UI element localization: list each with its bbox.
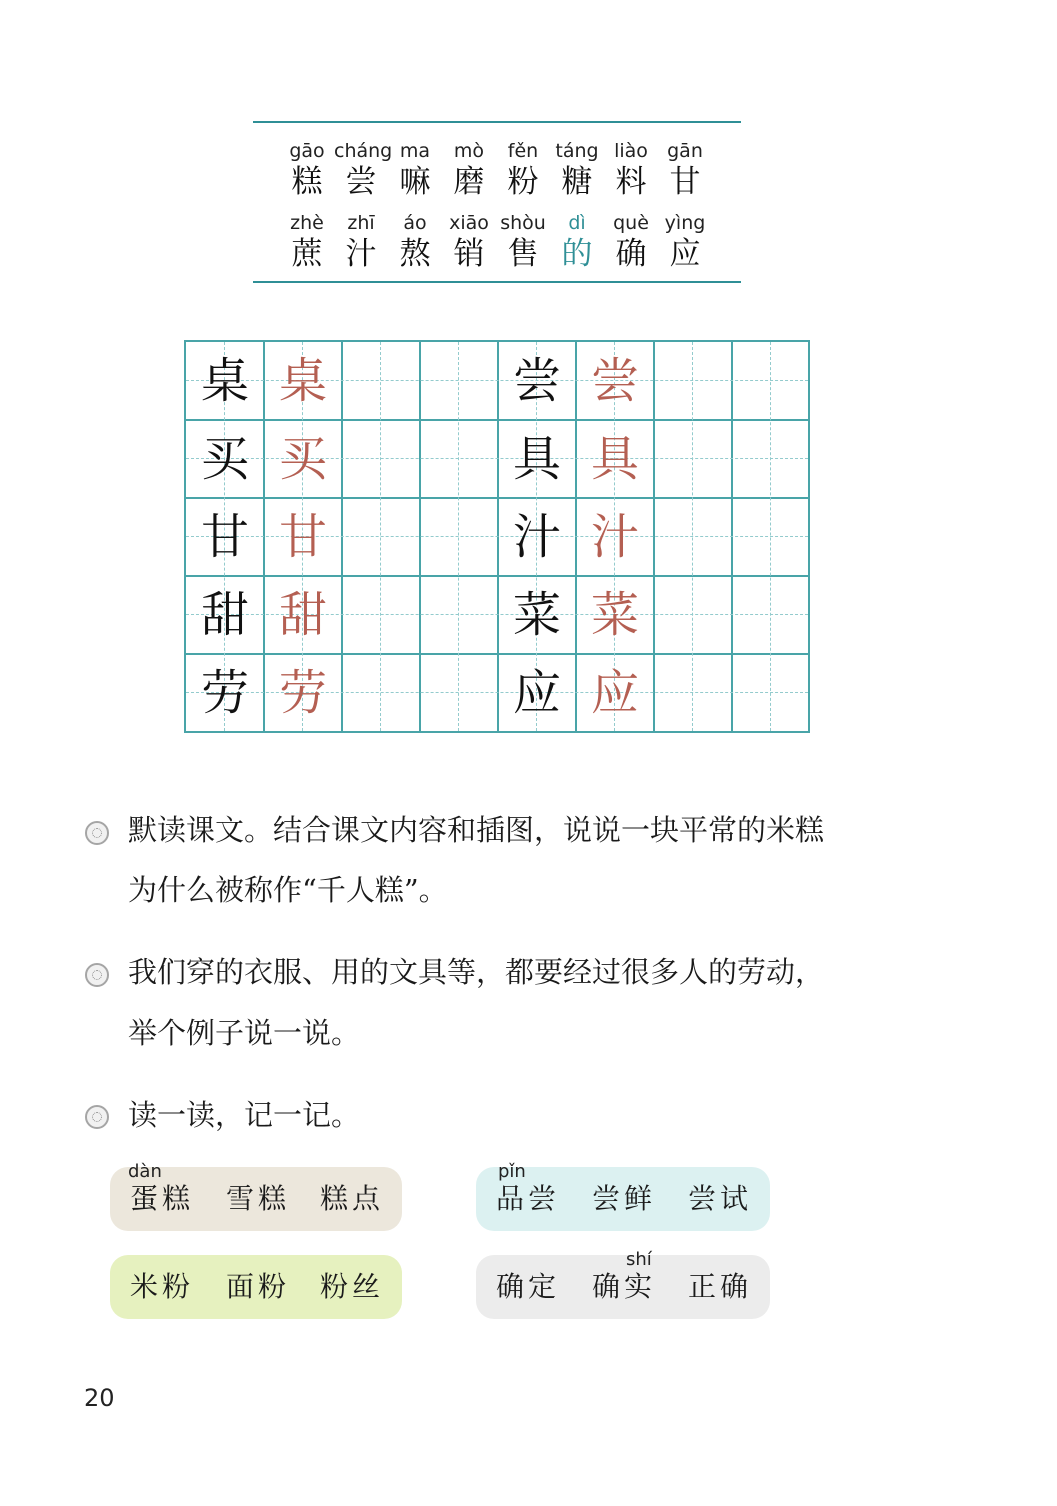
- hanzi: 应: [669, 236, 701, 272]
- vocab-item: [604, 140, 658, 202]
- vocab-item: [280, 140, 334, 202]
- vocab-row-1: [280, 140, 720, 206]
- model-char: 具: [512, 431, 561, 487]
- pinyin: liào: [614, 140, 648, 162]
- vocab-item: [388, 212, 442, 274]
- model-char: 桌: [200, 353, 249, 409]
- word: 雪糕: [226, 1182, 291, 1215]
- hanzi: 料: [615, 164, 647, 200]
- hanzi: 熬: [399, 236, 431, 272]
- word: 确定: [496, 1270, 561, 1303]
- hanzi: 尝: [345, 164, 377, 200]
- exercise-2-line-2: 举个例子说一说。: [128, 1016, 361, 1050]
- exercise-3-line-1: 读一读，记一记。: [128, 1098, 361, 1132]
- pinyin: zhè: [290, 212, 324, 234]
- vocab-item: [496, 140, 550, 202]
- model-char: 劳: [200, 665, 249, 721]
- pinyin: mò: [453, 140, 485, 162]
- model-char: 甘: [200, 509, 249, 565]
- model-char: 汁: [512, 509, 561, 565]
- model-char: 菜: [512, 587, 561, 643]
- trace-char: 具: [590, 431, 639, 487]
- vocab-bottom-rule: [253, 281, 741, 283]
- vocab-item: [334, 140, 393, 202]
- word: 蛋糕: [130, 1182, 195, 1215]
- page-number: 20: [84, 1384, 115, 1412]
- hanzi: 甘: [669, 164, 701, 200]
- pinyin: gān: [667, 140, 703, 162]
- hanzi: 确: [615, 236, 647, 272]
- vocab-item: [658, 140, 712, 202]
- vocab-item-highlighted: [550, 212, 604, 274]
- word-group-pill: [476, 1249, 770, 1319]
- word-group-pill: [110, 1255, 402, 1319]
- exercise-bullet-icon: [85, 821, 109, 845]
- vocab-item: [550, 140, 604, 202]
- model-char: 甜: [200, 587, 249, 643]
- word: 糕点: [320, 1182, 385, 1215]
- hanzi: 售: [507, 236, 539, 272]
- trace-char: 买: [278, 431, 327, 487]
- trace-char: 尝: [590, 353, 639, 409]
- vocab-item: [280, 212, 334, 274]
- word: 确实: [592, 1270, 657, 1303]
- word: 品尝: [496, 1182, 561, 1215]
- hanzi: 销: [453, 236, 485, 272]
- exercise-1-line-1: 默读课文。结合课文内容和插图，说说一块平常的米糕: [128, 813, 825, 847]
- trace-char: 菜: [590, 587, 639, 643]
- hanzi: 嘛: [399, 164, 431, 200]
- pinyin: zhī: [347, 212, 375, 234]
- trace-char: 甘: [278, 509, 327, 565]
- word: 面粉: [226, 1270, 291, 1303]
- hanzi: 粉: [507, 164, 539, 200]
- word-pinyin: shí: [626, 1249, 652, 1270]
- word: 米粉: [130, 1270, 195, 1303]
- word-pinyin: pǐn: [498, 1161, 526, 1182]
- hanzi: 蔗: [291, 236, 323, 272]
- pinyin: dì: [568, 212, 586, 234]
- pinyin: què: [613, 212, 649, 234]
- word: 尝鲜: [592, 1182, 657, 1215]
- hanzi: 的: [561, 236, 593, 272]
- word-group-pill: [476, 1161, 770, 1231]
- pinyin: gāo: [289, 140, 325, 162]
- hanzi: 汁: [345, 236, 377, 272]
- vocab-item: [496, 212, 550, 274]
- pinyin: ma: [399, 140, 431, 162]
- trace-char: 甜: [278, 587, 327, 643]
- word-pinyin: dàn: [128, 1161, 162, 1182]
- pinyin: áo: [403, 212, 427, 234]
- vocab-item: [442, 212, 496, 274]
- model-char: 买: [200, 431, 249, 487]
- word-group-pill: [110, 1161, 402, 1231]
- exercise-1-line-2: 为什么被称作“千人糕”。: [128, 873, 448, 907]
- vocab-item: [604, 212, 658, 274]
- vocab-item: [442, 140, 496, 202]
- pinyin: cháng: [334, 140, 393, 162]
- word: 正确: [688, 1270, 753, 1303]
- model-char: 尝: [512, 353, 561, 409]
- pinyin: xiāo: [449, 212, 489, 234]
- vocab-top-rule: [253, 121, 741, 123]
- hanzi: 糖: [561, 164, 593, 200]
- trace-char: 汁: [590, 509, 639, 565]
- pinyin: táng: [555, 140, 599, 162]
- vocab-row-2: [280, 212, 720, 278]
- trace-char: 桌: [278, 353, 327, 409]
- model-char: 应: [512, 665, 561, 721]
- word: 尝试: [688, 1182, 753, 1215]
- trace-char: 应: [590, 665, 639, 721]
- writing-grid: [184, 340, 810, 733]
- vocab-item: [388, 140, 442, 202]
- exercise-bullet-icon: [85, 963, 109, 987]
- exercise-2-line-1: 我们穿的衣服、用的文具等，都要经过很多人的劳动，: [128, 955, 825, 989]
- trace-char: 劳: [278, 665, 327, 721]
- exercise-bullet-icon: [85, 1105, 109, 1129]
- word: 粉丝: [320, 1270, 385, 1303]
- vocab-item: [334, 212, 388, 274]
- pinyin: fěn: [507, 140, 539, 162]
- pinyin: yìng: [664, 212, 706, 234]
- pinyin: shòu: [500, 212, 546, 234]
- hanzi: 磨: [453, 164, 485, 200]
- vocab-item: [658, 212, 712, 274]
- hanzi: 糕: [291, 164, 323, 200]
